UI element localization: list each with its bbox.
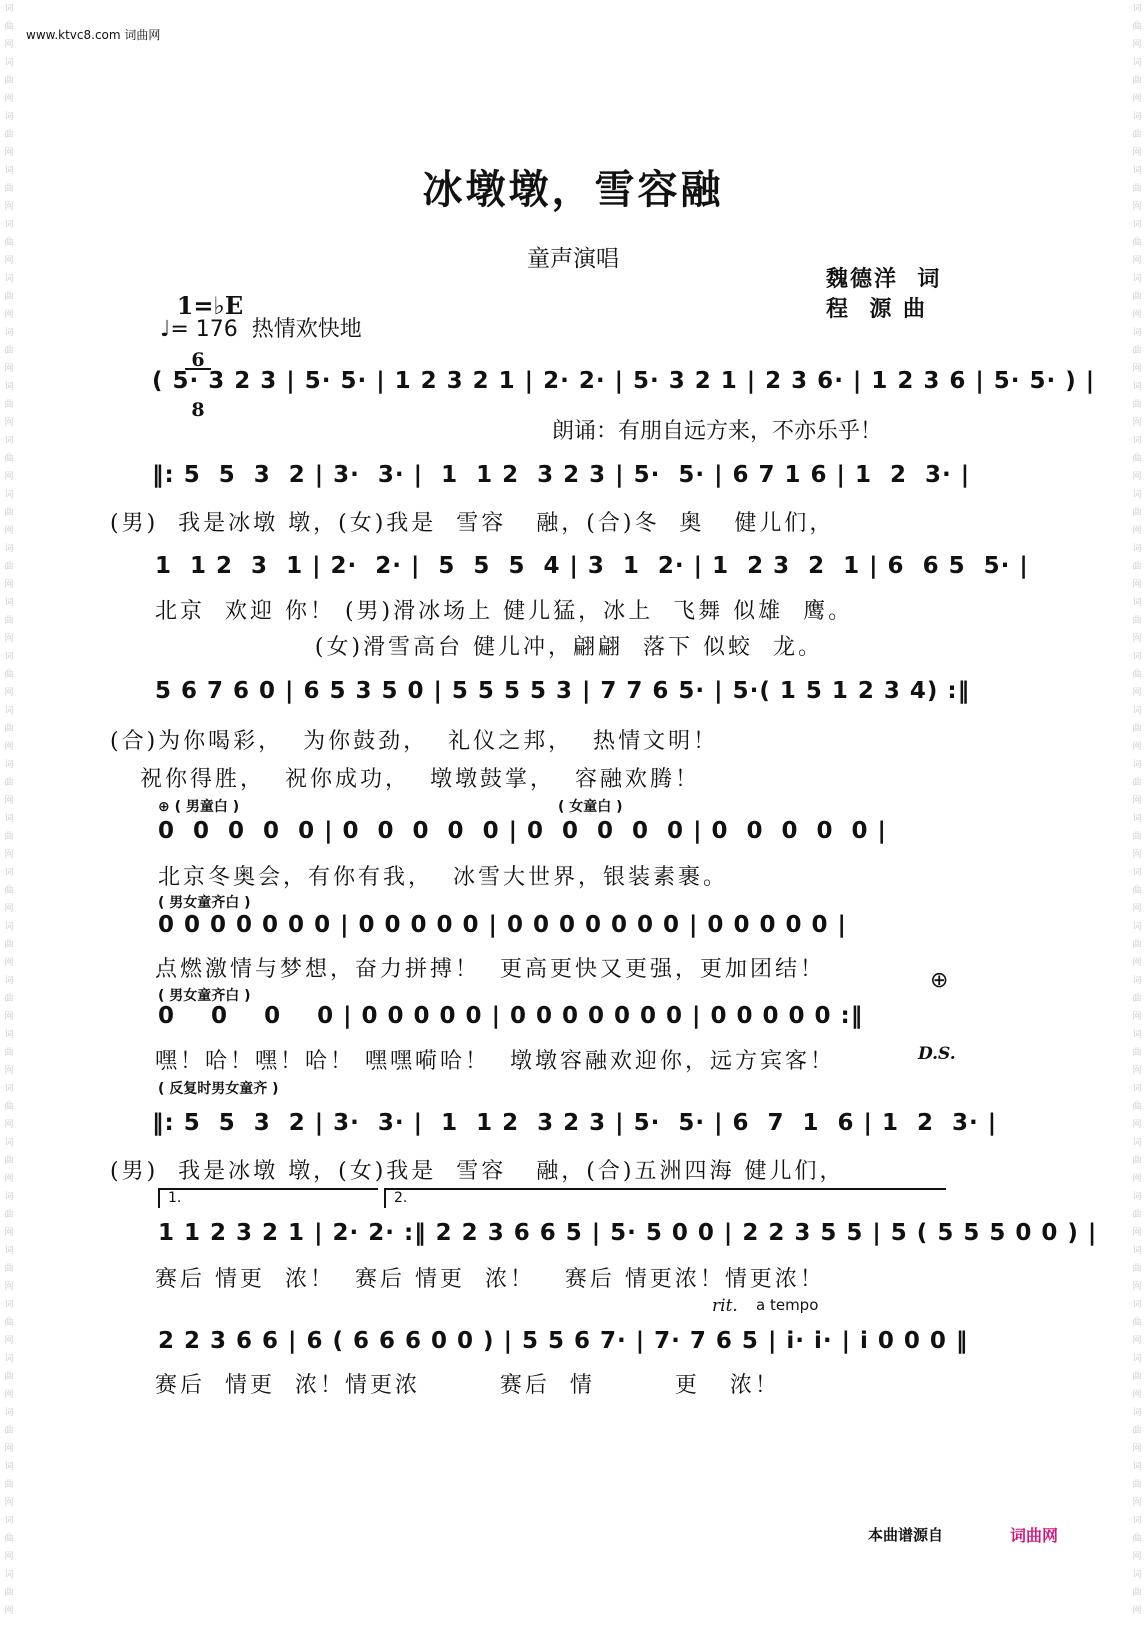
key-signature [160,262,243,450]
verse-lyrics-1: (男) 我是冰墩 墩，(女)我是 雪容 融，(合)冬 奥 健儿们， [110,511,835,536]
chorus-lyrics-2: 祝你得胜， 祝你成功， 墩墩鼓掌， 容融欢腾！ [110,767,700,792]
right-watermark-strip: 词 曲 网 词 曲 网 词 曲 网 词 曲 网 词 曲 网 词 曲 网 词 曲 网 词 曲 网 词 曲 网 词 曲 网 词 曲 网 词 曲 网 词 曲 网 词 曲 网 词 曲 网 词 曲 网 词 曲 网 词 曲 网 词 曲 网 词 曲 网 词 曲 网 词 曲 网 词 曲 网 词 曲 网 词 曲 网 词 曲 网 词 曲 网 词 曲 网 词 曲 网 词 曲 网 [1132,4,1142,1616]
spoken-lyrics-1: 北京冬奥会，有你有我， 冰雪大世界，银装素裹。 [158,865,728,890]
verse-lyrics-2a: 北京 欢迎 你！ (男)滑冰场上 健儿猛，冰上 飞舞 似雄 鹰。 [155,599,854,624]
verse-notes-1: ‖: 5 5 3 2 | 3· 3· | 1 1 2 3 2 3 | 5· 5· | 6 7 1 6 | 1 2 3· | [152,462,971,488]
spoken-lyrics-3: 嘿！哈！嘿！哈！ 嘿嘿嗬哈！ 墩墩容融欢迎你，远方宾客！ [155,1049,835,1074]
ending-notes-1: 1 1 2 3 2 1 | 2· 2· :‖ 2 2 3 6 6 5 | 5· 5 0 0 | 2 2 3 5 5 | 5 ( 5 5 5 0 0 ) | [158,1220,1098,1246]
spoken-label-all-2: ( 男女童齐白 ) [158,988,251,1004]
dal-segno-mark: D.S. [918,1044,956,1064]
key-text: 1=♭E [176,291,244,320]
song-subtitle: 童声演唱 [527,246,619,272]
repeat-label: ( 反复时男女童齐 ) [158,1081,279,1097]
coda-sign: ⊕ [930,968,949,993]
song-title: 冰墩墩，雪容融 [422,166,724,213]
verse-notes-2: 1 1 2 3 1 | 2· 2· | 5 5 5 4 | 3 1 2· | 1 2 3 2 1 | 6 6 5 5· | [155,553,1029,579]
verse-lyrics-3: (男) 我是冰墩 墩，(女)我是 雪容 融，(合)五洲四海 健儿们， [110,1159,845,1184]
ritardando-mark: rit. [712,1296,738,1316]
footer-site-link[interactable]: 词曲网 [1010,1526,1059,1545]
spoken-notes-1: 0 0 0 0 0 | 0 0 0 0 0 | 0 0 0 0 0 | 0 0 0 0 0 | [158,818,887,844]
volta-bracket-1: 1. [158,1188,378,1208]
ending-notes-2: 2 2 3 6 6 | 6 ( 6 6 6 0 0 ) | 5 5 6 7· | 7· 7 6 5 | i· i· | i 0 0 0 ‖ [158,1328,969,1354]
site-url[interactable]: www.ktvc8.com 词曲网 [26,28,161,42]
verse-notes-3: ‖: 5 5 3 2 | 3· 3· | 1 1 2 3 2 3 | 5· 5· | 6 7 1 6 | 1 2 3· | [152,1110,998,1136]
lyricist-credit: 魏德洋 词 [826,266,942,292]
intro-notes: ( 5· 3 2 3 | 5· 5· | 1 2 3 2 1 | 2· 2· | 5· 3 2 1 | 2 3 6· | 1 2 3 6 | 5· 5· ) | [152,368,1096,394]
recitation-text: 朗诵：有朋自远方来，不亦乐乎！ [552,419,883,444]
left-watermark-strip: 词 曲 网 词 曲 网 词 曲 网 词 曲 网 词 曲 网 词 曲 网 词 曲 网 词 曲 网 词 曲 网 词 曲 网 词 曲 网 词 曲 网 词 曲 网 词 曲 网 词 曲 网 词 曲 网 词 曲 网 词 曲 网 词 曲 网 词 曲 网 词 曲 网 词 曲 网 词 曲 网 词 曲 网 词 曲 网 词 曲 网 词 曲 网 词 曲 网 词 曲 网 词 曲 网 [4,4,14,1616]
tempo-marking: ♩= 176 热情欢快地 [160,317,362,342]
spoken-label-girls: ( 女童白 ) [558,799,623,815]
ending-lyrics-2: 赛后 情更 浓！情更浓 赛后 情 更 浓！ [155,1373,780,1398]
time-sig-top: 6 [185,352,211,370]
spoken-label-boys: ⊕ ( 男童白 ) [158,799,240,815]
chorus-lyrics-1: (合)为你喝彩， 为你鼓劲， 礼仪之邦， 热情文明！ [110,729,719,754]
volta-bracket-2: 2. [384,1188,946,1208]
a-tempo-mark: a tempo [756,1296,819,1314]
spoken-notes-3: 0 0 0 0 | 0 0 0 0 0 | 0 0 0 0 0 0 0 | 0 0 0 0 0 :‖ [158,1003,864,1029]
composer-credit: 程 源 曲 [826,296,927,322]
verse-lyrics-2b: (女)滑雪高台 健儿冲，翩翩 落下 似蛟 龙。 [155,635,824,660]
spoken-lyrics-2: 点燃激情与梦想，奋力拼搏！ 更高更快又更强，更加团结！ [155,957,825,982]
chorus-notes: 5 6 7 6 0 | 6 5 3 5 0 | 5 5 5 5 3 | 7 7 6 5· | 5·( 1 5 1 2 3 4) :‖ [155,678,971,704]
ending-lyrics-1: 赛后 情更 浓！ 赛后 情更 浓！ 赛后 情更浓！情更浓！ [155,1267,825,1292]
footer-source-label: 本曲谱源自 [868,1526,944,1544]
spoken-notes-2: 0 0 0 0 0 0 0 | 0 0 0 0 0 | 0 0 0 0 0 0 0 | 0 0 0 0 0 | [158,912,847,938]
spoken-label-all-1: ( 男女童齐白 ) [158,895,251,911]
time-sig-bottom: 8 [191,399,205,421]
